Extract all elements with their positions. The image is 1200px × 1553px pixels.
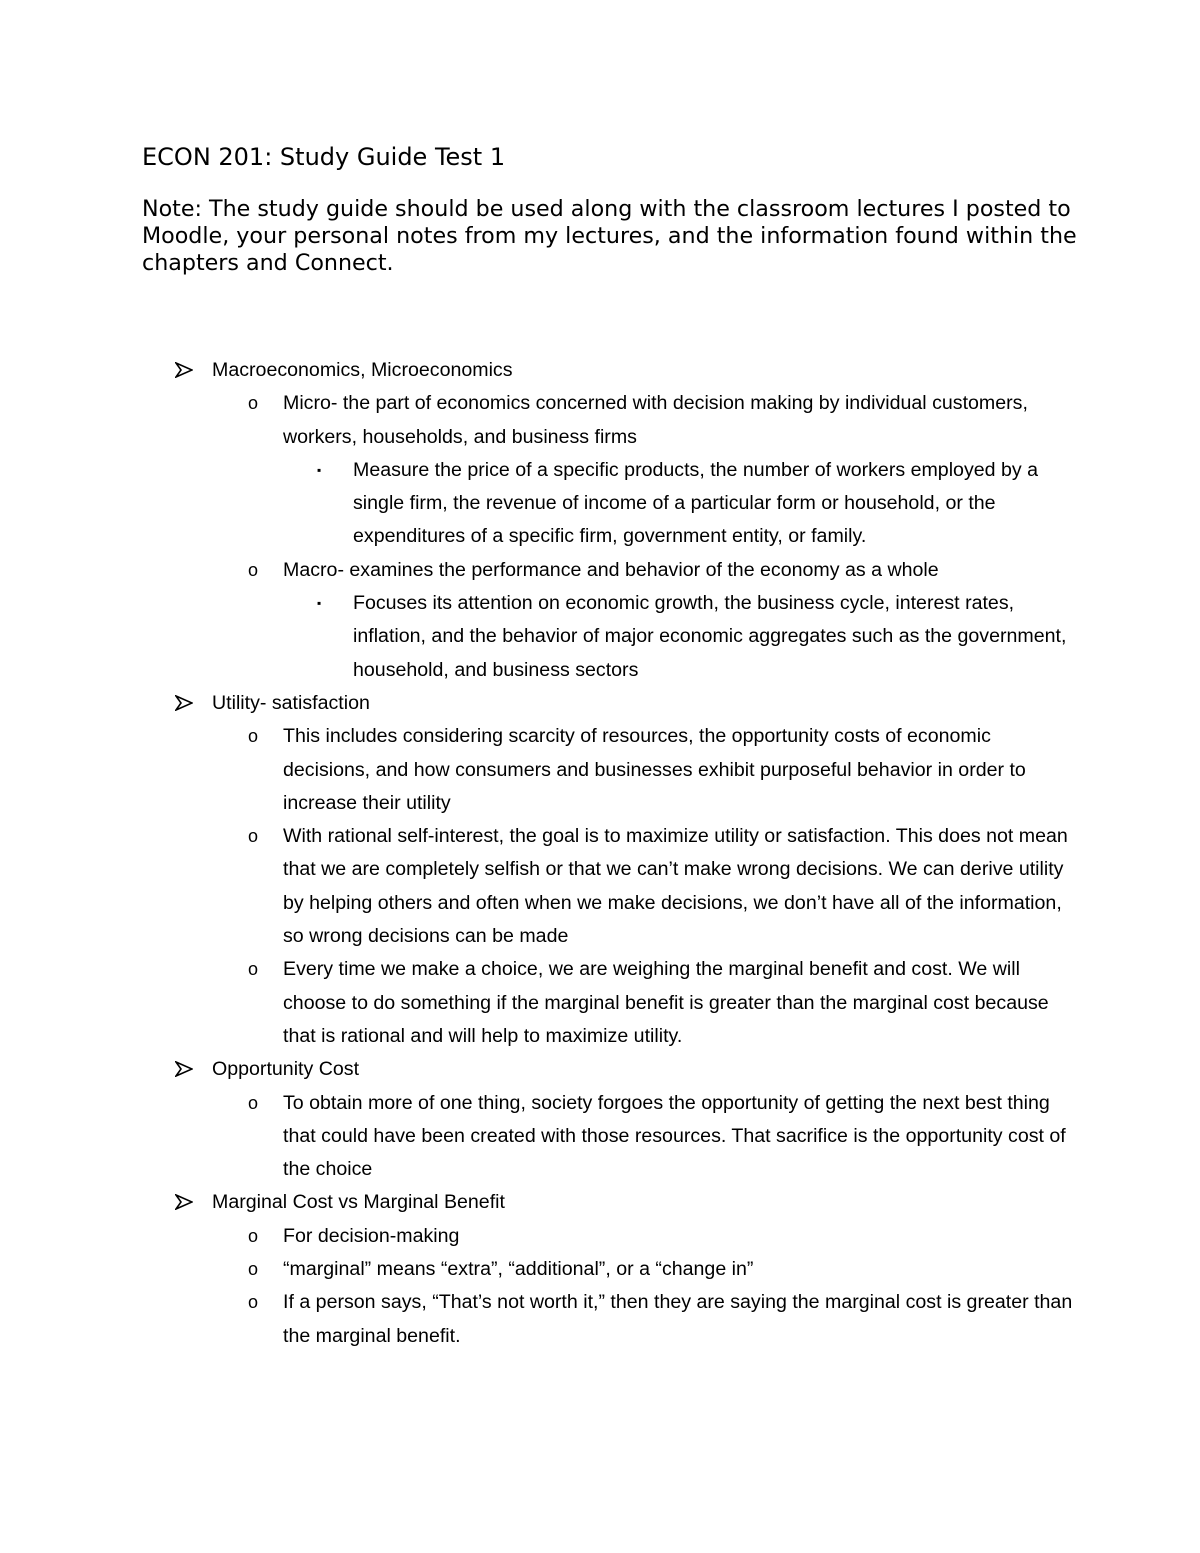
outline-subitem [0,587,1073,687]
arrow-bullet-icon [175,1053,193,1086]
outline-item [0,554,1073,587]
item-text: With rational self-interest, the goal is to maximize utility or satisfaction. This does not mean that we are completely selfish or that we can’t make wrong decisions. We can derive utility by helping others and often when we make decisions, we don’t have all of the information, so wrong decisions can be made [283,825,1068,948]
outline-subitem [0,454,1073,554]
outline-item [0,1220,1073,1253]
item-text: This includes considering scarcity of resources, the opportunity costs of economic decisions, and how consumers and businesses exhibit purposeful behavior in order to increase their utility [283,725,1026,814]
square-bullet-icon: ▪ [317,462,322,477]
item-text: Macro- examines the performance and behavior of the economy as a whole [283,558,939,581]
subitem-text: Measure the price of a specific products, the number of workers employed by a single firm, the revenue of income of a particular form or household, or the expenditures of a specific firm, government entity, or family. [353,458,1039,548]
page-title: ECON 201: Study Guide Test 1 [142,143,506,171]
item-text: Micro- the part of economics concerned with decision making by individual customers, workers, households, and business firms [283,392,1028,448]
arrow-bullet-icon [175,1186,193,1219]
intro-note: Note: The study guide should be used along with the classroom lectures I posted to Moodle, your personal notes from my lectures, and the information found within the chapters and Connect. [142,196,1077,276]
circle-bullet-icon: o [248,826,259,847]
heading-text: Macroeconomics, Microeconomics [212,359,513,381]
item-text: For decision-making [283,1224,460,1247]
circle-bullet-icon: o [248,1259,259,1280]
heading-text: Marginal Cost vs Marginal Benefit [212,1191,505,1214]
outline-item [0,387,1073,454]
square-bullet-icon: ▪ [317,596,322,611]
outline-heading [0,1186,1200,1219]
circle-bullet-icon: o [248,1292,259,1313]
outline-heading [0,1053,1200,1086]
circle-bullet-icon: o [248,559,259,580]
outline-heading [0,354,1200,387]
outline-item [0,1087,1073,1187]
item-text: To obtain more of one thing, society forgoes the opportunity of getting the next best thing that could have been created with those resources. That sacrifice is the opportunity cost of the choice [283,1091,1066,1181]
item-text: Every time we make a choice, we are weighing the marginal benefit and cost. We will choose to do something if the marginal benefit is greater than the marginal cost because that is rational and will help to maximize utility. [283,958,1049,1047]
circle-bullet-icon: o [248,726,259,747]
heading-text: Opportunity Cost [212,1058,360,1081]
item-text: “marginal” means “extra”, “additional”, or a “change in” [283,1258,754,1281]
study-outline [0,354,1200,1353]
outline-item [0,1286,1073,1353]
circle-bullet-icon: o [248,1225,259,1246]
outline-item [0,953,1073,1053]
arrow-bullet-icon [175,354,193,387]
heading-text: Utility- satisfaction [212,691,370,714]
circle-bullet-icon: o [248,393,259,414]
outline-item [0,1253,1073,1286]
subitem-text: Focuses its attention on economic growth, the business cycle, interest rates, inflation, and the behavior of major economic aggregates such as the government, household, and business sectors [353,592,1067,681]
arrow-bullet-icon [175,687,193,720]
outline-item [0,720,1073,820]
circle-bullet-icon: o [248,1092,259,1113]
outline-item [0,820,1073,953]
outline-heading [0,687,1200,720]
circle-bullet-icon: o [248,959,259,980]
item-text: If a person says, “That’s not worth it,” then they are saying the marginal cost is greater than the marginal benefit. [283,1291,1073,1347]
